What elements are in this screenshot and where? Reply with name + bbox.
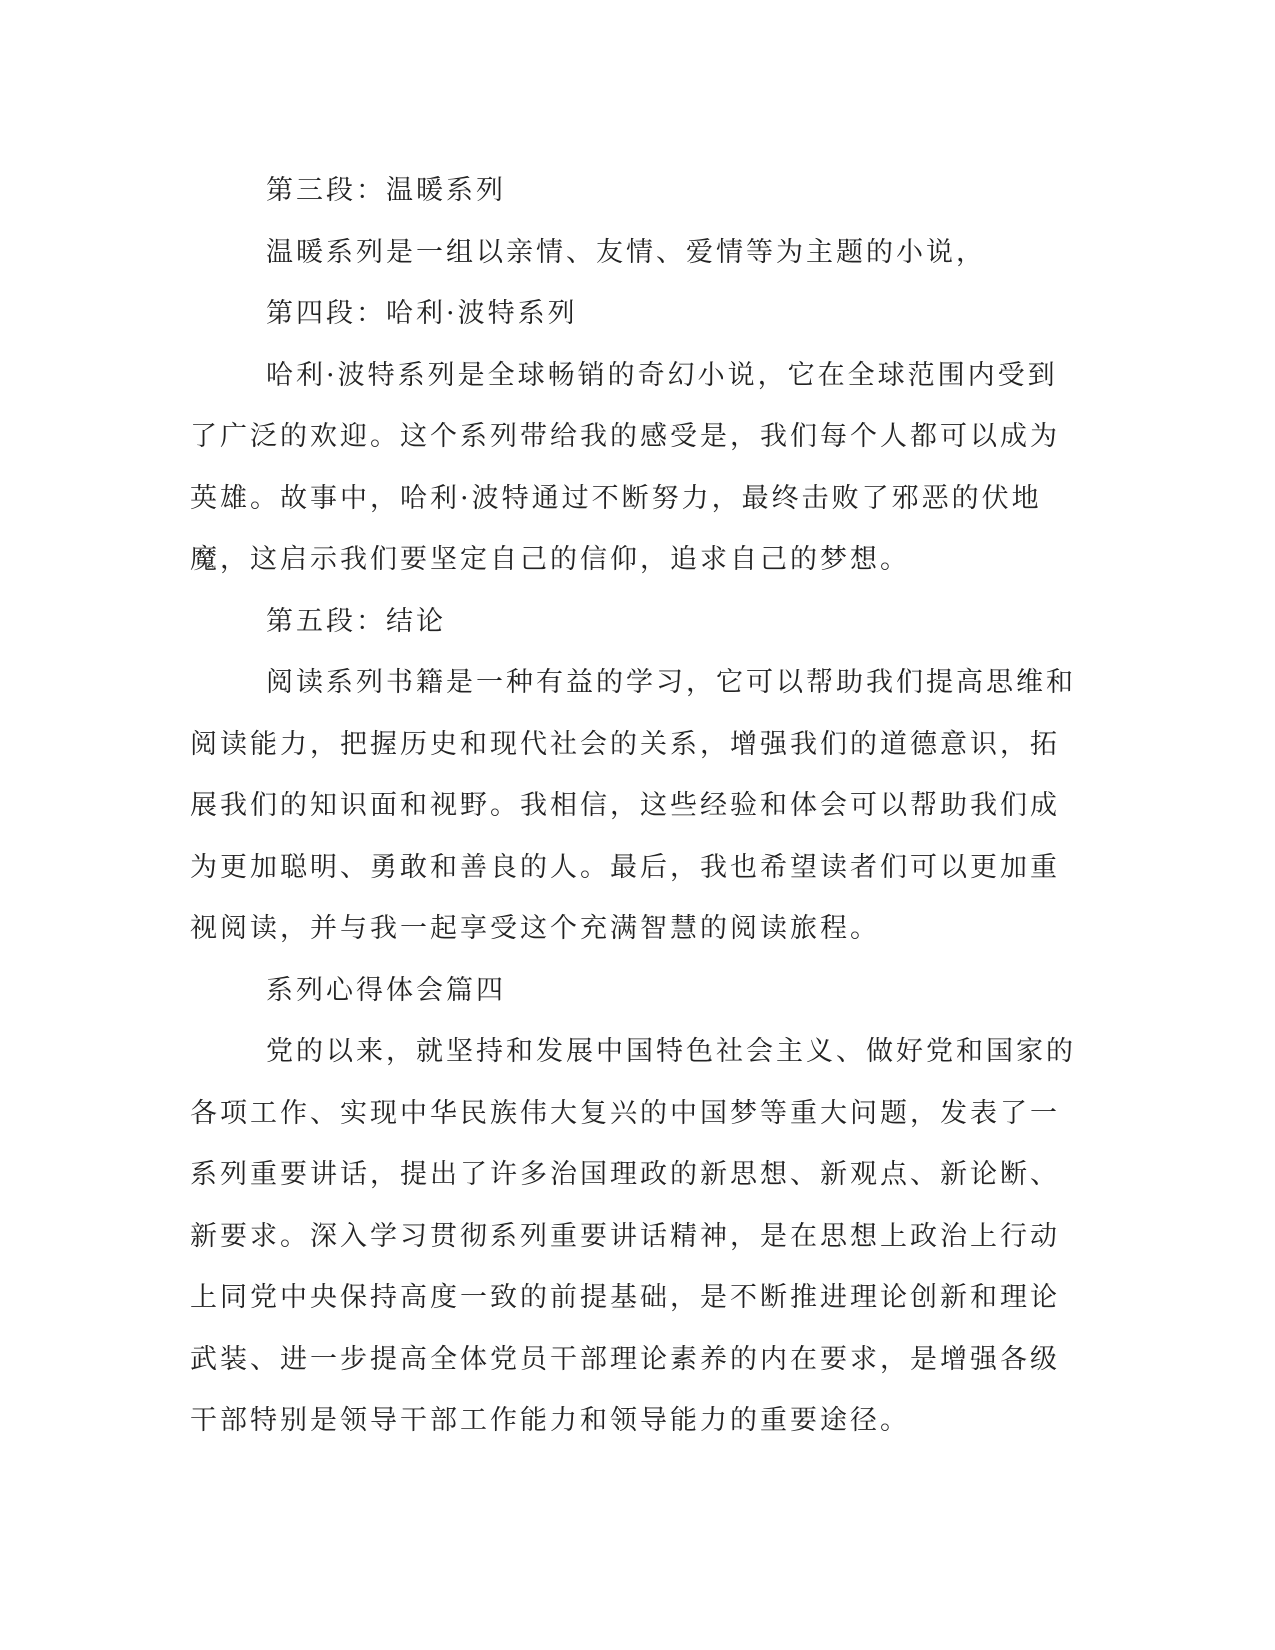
paragraph-party-speeches: 党的以来，就坚持和发展中国特色社会主义、做好党和国家的各项工作、实现中华民族伟大复兴的中国梦等重大问题，发表了一系列重要讲话，提出了许多治国理政的新思想、新观点、新论断、新要求。深入学习贯彻系列重要讲话精神，是在思想上政治上行动上同党中央保持高度一致的前提基础，是不断推进理论创新和理论武装、进一步提高全体党员干部理论素养的内在要求，是增强各级干部特别是领导干部工作能力和领导能力的重要途径。 [190, 1036, 1076, 1436]
section-heading-3: 第三段：温暖系列 [266, 175, 506, 206]
article-heading-part-4: 系列心得体会篇四 [266, 974, 506, 1006]
section-heading-4: 第四段：哈利·波特系列 [266, 298, 578, 329]
paragraph-harry-potter: 哈利·波特系列是全球畅销的奇幻小说，它在全球范围内受到了广泛的欢迎。这个系列带给我的感受是，我们每个人都可以成为英雄。故事中，哈利·波特通过不断努力，最终击败了邪恶的伏地魔，这启示我们要坚定自己的信仰，追求自己的梦想。 [190, 359, 1060, 575]
paragraph-conclusion: 阅读系列书籍是一种有益的学习，它可以帮助我们提高思维和阅读能力，把握历史和现代社会的关系，增强我们的道德意识，拓展我们的知识面和视野。我相信，这些经验和体会可以帮助我们成为更加聪明、勇敢和善良的人。最后，我也希望读者们可以更加重视阅读，并与我一起享受这个充满智慧的阅读旅程。 [190, 667, 1076, 944]
section-heading-5: 第五段：结论 [266, 605, 446, 637]
document-body [190, 160, 1080, 1452]
paragraph-warmth-series: 温暖系列是一组以亲情、友情、爱情等为主题的小说， [266, 236, 986, 268]
